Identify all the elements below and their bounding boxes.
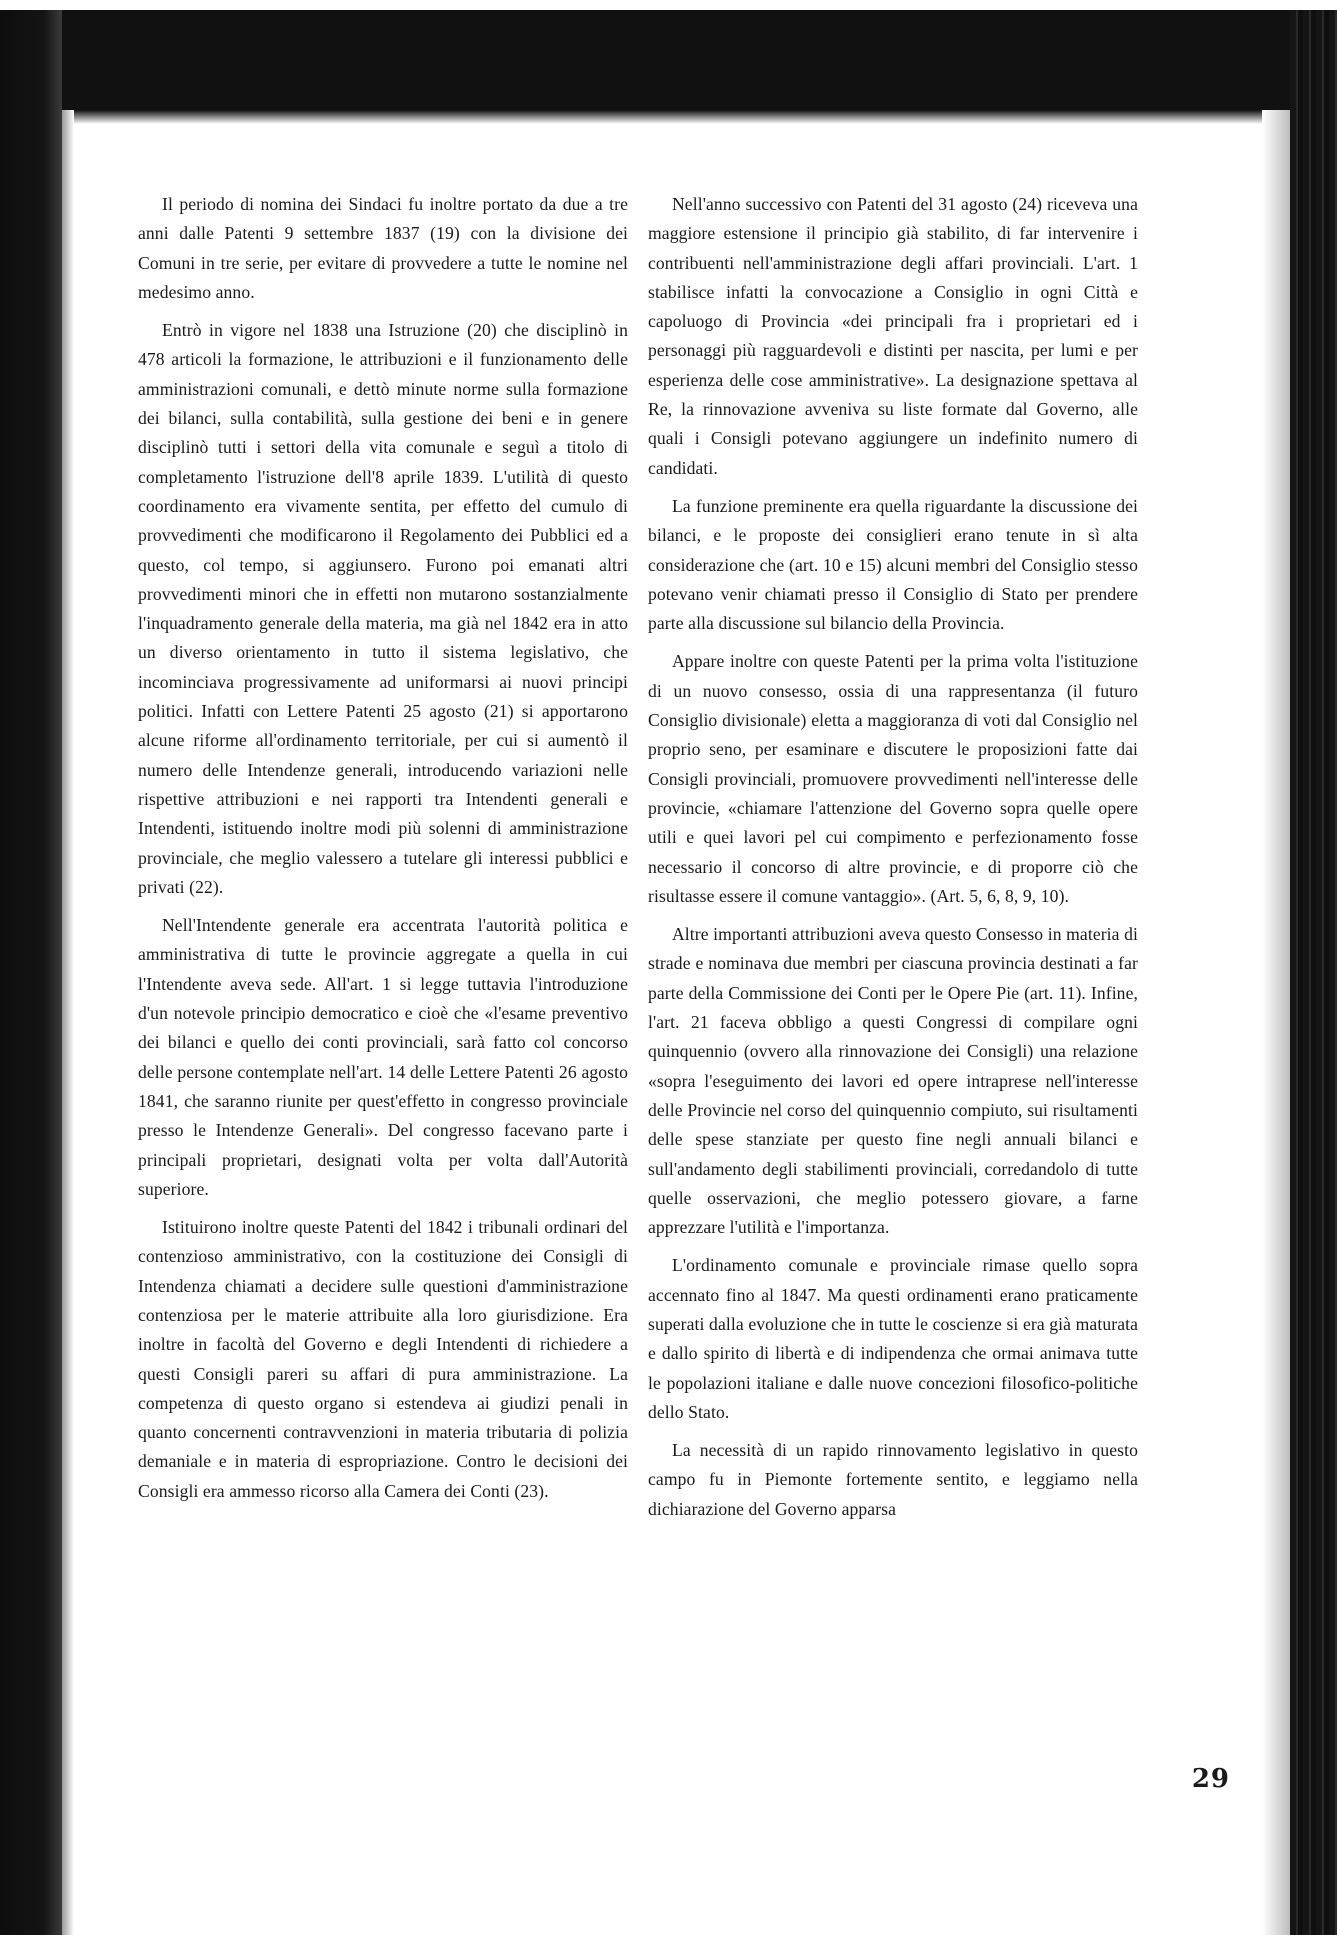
book-page (74, 110, 1262, 1935)
paragraph: L'ordinamento comunale e provinciale rimase quello sopra accennato fino al 1847. Ma questi ordinamenti erano praticamente superati dalla evoluzione che in tutte le coscienze si era già maturata e dallo spirito di libertà e di indipendenza che ormai animava tutte le popolazioni italiane e dalle nuove concezioni filosofico-politiche dello Stato. (648, 1255, 1138, 1422)
paragraph: Istituirono inoltre queste Patenti del 1842 i tribunali ordinari del contenzioso amministrativo, con la costituzione dei Consigli di Intendenza chiamati a decidere sulle questioni d'amministrazione contenziosa per le materie attribuite alla loro giurisdizione. Era inoltre in facoltà del Governo e degli Intendenti di richiedere a questi Consigli pareri su affari di pura amministrazione. La competenza di questo organo si estendeva ai giudizi penali in quanto concernenti contravvenzioni in materia tributaria di polizia demaniale e in materia di espropriazione. Contro le decisioni dei Consigli era ammesso ricorso alla Camera dei Conti (23). (138, 1217, 628, 1501)
paragraph: Il periodo di nomina dei Sindaci fu inoltre portato da due a tre anni dalle Patenti 9 settembre 1837 (19) con la divisione dei Comuni in tre serie, per evitare di provvedere a tutte le nomine nel medesimo anno. (138, 194, 628, 302)
gutter-shadow (62, 110, 74, 1935)
page-edge-shadow (1262, 110, 1290, 1935)
paragraph: Nell'anno successivo con Patenti del 31 agosto (24) riceveva una maggiore estensione il principio già stabilito, di far intervenire i contribuenti nell'amministrazione degli affari provinciali. L'art. 1 stabilisce infatti la convocazione a Consiglio in ogni Città e capoluogo di Provincia «dei principali fra i proprietari ed i personaggi più ragguardevoli e distinti per nascita, per lumi e per esperienza delle cose amministrative». La designazione spettava al Re, la rinnovazione avveniva su liste formate dal Governo, alle quali i Consigli potevano aggiungere un indefinito numero di candidati. (648, 194, 1138, 478)
scan-right-border (1290, 10, 1337, 1935)
paragraph: La funzione preminente era quella riguardante la discussione dei bilanci, e le proposte dei consiglieri erano tenute in sì alta considerazione che (art. 10 e 15) alcuni membri del Consiglio stesso potevano venir chiamati presso il Consiglio di Stato per prendere parte alla discussione sul bilancio della Provincia. (648, 495, 1138, 634)
left-text-column (138, 190, 628, 1515)
paragraph: Entrò in vigore nel 1838 una Istruzione (20) che disciplinò in 478 articoli la formazione, le attribuzioni e il funzionamento delle amministrazioni comunali, e dettò minute norme sulla formazione dei bilanci, sulla contabilità, sulla gestione dei beni e in genere disciplinò tutti i settori della vita comunale e seguì a titolo di completamento l'istruzione dell'8 aprile 1839. L'utilità di questo coordinamento era vivamente sentita, per effetto del cumulo di provvedimenti che modificarono il Regolamento dei Pubblici ed a questo, col tempo, si aggiunsero. Furono poi emanati altri provvedimenti minori che in effetti non mutarono sostanzialmente l'inquadramento generale della materia, ma già nel 1842 era in atto un diverso orientamento in tutto il sistema legislativo, che incominciava progressivamente ad uniformarsi ai nuovi principi politici. Infatti con Lettere Patenti 25 agosto (21) si apportarono alcune riforme all'ordinamento territoriale, per cui si aumentò il numero delle Intendenze generali, introducendo variazioni nelle rispettive attribuzioni e nei rapporti tra Intendenti generali e Intendenti, istituendo inoltre modi più solenni di amministrazione provinciale, che meglio valessero a tutelare gli interessi pubblici e privati (22). (138, 320, 628, 897)
paragraph: Nell'Intendente generale era accentrata l'autorità politica e amministrativa di tutte le provincie aggregate a quella in cui l'Intendente aveva sede. All'art. 1 si legge tuttavia l'introduzione d'un notevole principio democratico e cioè che «l'esame preventivo dei bilanci e quello dei conti provinciali, sarà fatto col concorso delle persone contemplate nell'art. 14 delle Lettere Patenti 26 agosto 1841, che saranno riunite per quest'effetto in congresso provinciale presso le Intendenze Generali». Del congresso facevano parte i principali proprietari, designati volta per volta dall'Autorità superiore. (138, 915, 628, 1199)
scan-left-border (0, 10, 62, 1935)
paragraph: Appare inoltre con queste Patenti per la prima volta l'istituzione di un nuovo consesso, ossia di una rappresentanza (il futuro Consiglio divisionale) eletta a maggioranza di voti dal Consiglio nel proprio seno, per esaminare e discutere le proposizioni fatte dai Consigli provinciali, promuovere provvedimenti nell'interesse delle provincie, «chiamare l'attenzione del Governo sopra quelle opere utili e quei lavori pel cui compimento e perfezionamento fosse necessario il concorso di altre provincie, e di proporre ciò che risultasse essere il comune vantaggio». (Art. 5, 6, 8, 9, 10). (648, 651, 1138, 906)
paragraph: La necessità di un rapido rinnovamento legislativo in questo campo fu in Piemonte fortemente sentito, e leggiamo nella dichiarazione del Governo apparsa (648, 1440, 1138, 1519)
page-number: 29 (1191, 1764, 1230, 1794)
scan-top-border (0, 10, 1337, 110)
right-text-column (648, 190, 1138, 1533)
paragraph: Altre importanti attribuzioni aveva questo Consesso in materia di strade e nominava due membri per ciascuna provincia destinati a far parte della Commissione dei Conti per le Opere Pie (art. 11). Infine, l'art. 21 faceva obbligo a questi Congressi di compilare ogni quinquennio (ovvero alla rinnovazione dei Consigli) una relazione «sopra l'eseguimento dei lavori ed opere intraprese nell'interesse delle Provincie nel corso del quinquennio compiuto, sui risultamenti delle spese stanziate per questo fine negli annuali bilanci e sull'andamento degli stabilimenti provinciali, corredandolo di tutte quelle osservazioni, che meglio potessero giovare, a farne apprezzare l'utilità e l'importanza. (648, 924, 1138, 1238)
